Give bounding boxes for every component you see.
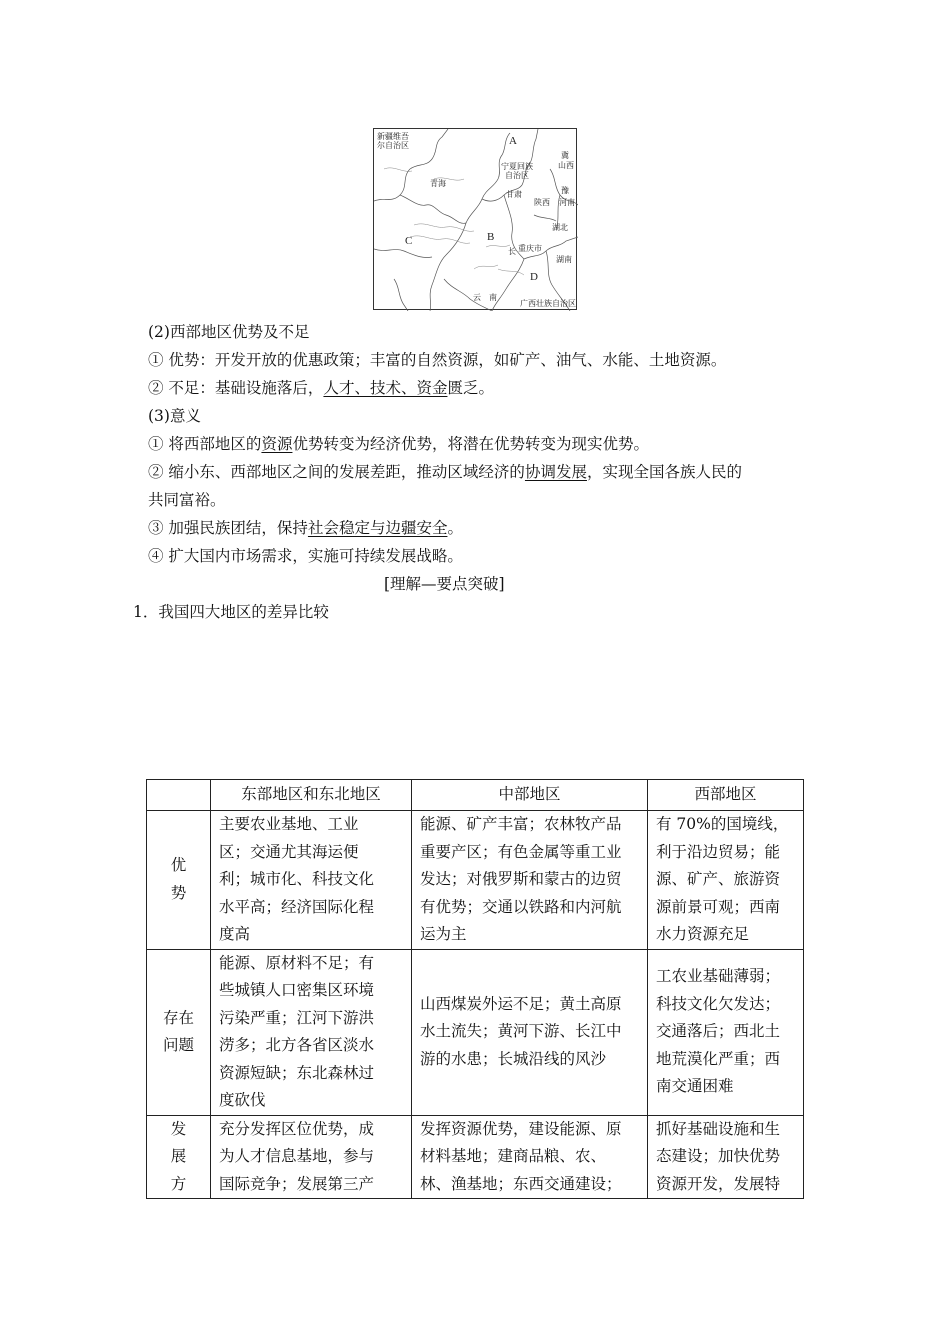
paragraph-shortcomings: ② 不足：基础设施落后，人才、技术、资金匮乏。 xyxy=(148,379,494,397)
map-letter-c: C xyxy=(405,235,413,247)
subheading-significance: (3)意义 xyxy=(148,407,201,425)
table-cell: 能源、矿产丰富；农林牧产品 重要产区；有色金属等重工业 发达；对俄罗斯和蒙古的边贸 有优势；交通以铁路和内河航 运为主 xyxy=(412,811,648,950)
table-cell: 发挥资源优势，建设能源、原 材料基地；建商品粮、农、 林、渔基地；东西交通建设； xyxy=(412,1115,648,1199)
map-label-ningxia: 宁夏回族 xyxy=(501,162,533,171)
region-map xyxy=(373,128,577,310)
row-label-advantages: 优 势 xyxy=(147,811,211,950)
map-label-xinjiang-2: 尔自治区 xyxy=(377,141,409,150)
map-letter-d: D xyxy=(530,271,538,283)
map-label-hubei: 湖北 xyxy=(552,223,568,232)
table-row xyxy=(147,949,804,1115)
row-label-problems: 存在 问题 xyxy=(147,949,211,1115)
row-label-development: 发 展 方 xyxy=(147,1115,211,1199)
table-cell: 工农业基础薄弱； 科技文化欠发达； 交通落后；西北土 地荒漠化严重；西 南交通困难 xyxy=(648,949,804,1115)
map-label-shanxi: 山西 xyxy=(558,161,574,170)
paragraph-significance-3: ③ 加强民族团结，保持社会稳定与边疆安全。 xyxy=(148,519,463,537)
underlined-talent-tech-capital: 人才、技术、资金 xyxy=(323,379,448,397)
underlined-social-stability: 社会稳定与边疆安全 xyxy=(307,519,448,537)
table-row xyxy=(147,811,804,950)
table-cell: 抓好基础设施和生 态建设；加快优势 资源开发，发展特 xyxy=(648,1115,804,1199)
paragraph-significance-2-cont: 共同富裕。 xyxy=(148,491,226,509)
paragraph-significance-4: ④ 扩大国内市场需求，实施可持续发展战略。 xyxy=(148,547,463,565)
table-cell: 山西煤炭外运不足；黄土高原 水土流失；黄河下游、长江中 游的水患；长城沿线的风沙 xyxy=(412,949,648,1115)
map-label-ji: 冀 xyxy=(561,151,569,160)
map-label-hunan: 湖南 xyxy=(556,255,572,264)
map-label-qinghai: 青海 xyxy=(430,179,446,188)
underlined-coordinated-development: 协调发展 xyxy=(524,463,587,481)
map-label-henan: 河南 xyxy=(559,198,575,207)
map-label-chongqing: 重庆市 xyxy=(518,244,542,253)
table-cell: 充分发挥区位优势，成 为人才信息基地，参与 国际竞争；发展第三产 xyxy=(211,1115,412,1199)
map-label-yu: 豫 xyxy=(561,186,569,195)
map-label-gansu: 甘肃 xyxy=(506,190,522,199)
table-header-cell xyxy=(147,780,211,811)
paragraph-significance-1: ① 将西部地区的资源优势转变为经济优势，将潜在优势转变为现实优势。 xyxy=(148,435,649,453)
map-letter-b: B xyxy=(487,231,495,243)
table-header-cell: 中部地区 xyxy=(412,780,648,811)
paragraph-significance-2: ② 缩小东、西部地区之间的发展差距，推动区域经济的协调发展，实现全国各族人民的 xyxy=(148,463,742,481)
table-header-cell: 东部地区和东北地区 xyxy=(211,780,412,811)
map-boundaries xyxy=(374,129,578,311)
map-letter-a: A xyxy=(509,135,517,147)
map-label-xinjiang: 新疆维吾 xyxy=(377,132,409,141)
heading-regional-comparison: 1．我国四大地区的差异比较 xyxy=(133,603,329,621)
section-title: [理解—要点突破] xyxy=(384,575,505,593)
table-cell: 有 70%的国境线， 利于沿边贸易；能 源、矿产、旅游资 源前景可观；西南 水力资源充足 xyxy=(648,811,804,950)
map-label-ningxia-2: 自治区 xyxy=(505,171,529,180)
map-label-guangxi: 广西壮族自治区 xyxy=(520,299,576,308)
underlined-resources: 资源 xyxy=(261,435,293,453)
table-cell: 能源、原材料不足；有 些城镇人口密集区环境 污染严重；江河下游洪 涝多；北方各省区淡水 资源短缺；东北森林过 度砍伐 xyxy=(211,949,412,1115)
map-label-chang: 长 xyxy=(508,247,516,256)
table-cell: 主要农业基地、工业 区；交通尤其海运便 利；城市化、科技文化 水平高；经济国际化程 度高 xyxy=(211,811,412,950)
map-label-shaanxi: 陕西 xyxy=(534,198,550,207)
table-header-row xyxy=(147,780,804,811)
paragraph-advantages: ① 优势：开发开放的优惠政策；丰富的自然资源，如矿产、油气、水能、土地资源。 xyxy=(148,351,727,369)
subheading-west-advantages: (2)西部地区优势及不足 xyxy=(148,323,310,341)
map-label-yunnan: 云 南 xyxy=(473,293,497,302)
table-row xyxy=(147,1115,804,1199)
table-header-cell: 西部地区 xyxy=(648,780,804,811)
comparison-table xyxy=(146,779,804,1199)
